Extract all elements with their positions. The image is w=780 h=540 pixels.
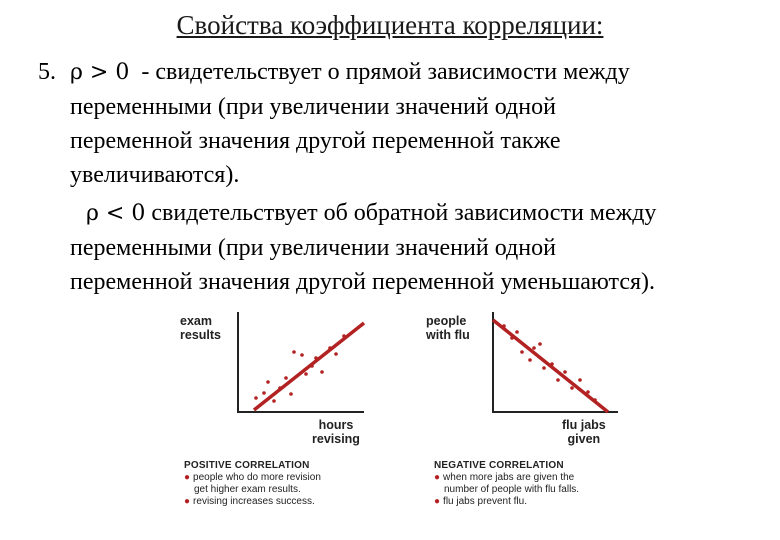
data-point — [334, 352, 338, 356]
positive-correlation-figure — [176, 308, 386, 533]
data-point — [292, 350, 296, 354]
data-point — [289, 392, 293, 396]
rho-negative-symbol: ρ < 0 — [86, 201, 146, 226]
data-point — [578, 378, 582, 382]
data-point — [502, 324, 506, 328]
data-point — [550, 362, 554, 366]
paragraph-line: увеличиваются). — [70, 162, 240, 188]
data-point — [304, 372, 308, 376]
caption-line: get higher exam results. — [194, 484, 301, 495]
x-axis-label: hours revising — [312, 418, 360, 446]
caption-line: ● flu jabs prevent flu. — [434, 496, 527, 507]
data-points — [254, 334, 346, 403]
data-point — [284, 376, 288, 380]
caption-title: POSITIVE CORRELATION — [184, 460, 310, 471]
positive-correlation-paragraph — [38, 55, 768, 192]
data-point — [342, 334, 346, 338]
paragraph-line — [38, 55, 768, 90]
data-point — [262, 391, 266, 395]
data-point — [532, 346, 536, 350]
data-point — [593, 398, 597, 402]
bullet-icon: ● — [434, 496, 441, 507]
paragraph-line: переменной значения другой переменной уменьшаются). — [70, 269, 656, 295]
data-point — [278, 386, 282, 390]
trend-line — [493, 320, 608, 412]
y-axis-label: people with flu — [426, 314, 470, 342]
data-point — [314, 356, 318, 360]
data-point — [310, 364, 314, 368]
paragraph-text: - свидетельствует о прямой зависимости между — [141, 59, 630, 85]
bullet-icon: ● — [184, 496, 191, 507]
y-axis-label: exam results — [180, 314, 221, 342]
data-point — [563, 370, 567, 374]
negative-caption — [434, 460, 579, 508]
caption-line: ● revising increases success. — [184, 496, 315, 507]
data-point — [528, 358, 532, 362]
paragraph-text: свидетельствует об обратной зависимости между — [151, 200, 657, 226]
negative-correlation-figure — [420, 308, 645, 533]
slide-title: Свойства коэффициента корреляции: — [176, 10, 604, 40]
data-point — [515, 330, 519, 334]
data-point — [586, 390, 590, 394]
negative-correlation-paragraph — [38, 196, 768, 299]
bullet-icon: ● — [184, 472, 191, 483]
data-point — [328, 346, 332, 350]
data-point — [510, 336, 514, 340]
data-point — [542, 366, 546, 370]
positive-caption — [184, 460, 321, 508]
x-axis-label: flu jabs given — [562, 418, 606, 446]
item-number: 5. — [38, 59, 56, 85]
paragraph-line: переменными (при увеличении значений одной — [70, 94, 556, 120]
data-point — [538, 342, 542, 346]
caption-line: ● people who do more revision — [184, 472, 321, 483]
data-point — [556, 378, 560, 382]
data-point — [272, 399, 276, 403]
data-point — [520, 350, 524, 354]
data-point — [266, 380, 270, 384]
trend-line — [254, 323, 364, 410]
plot-axes — [493, 312, 618, 412]
data-point — [570, 386, 574, 390]
caption-title: NEGATIVE CORRELATION — [434, 460, 564, 471]
caption-line: number of people with flu falls. — [444, 484, 580, 495]
rho-positive-symbol: ρ > 0 — [70, 60, 130, 85]
paragraph-line: переменными (при увеличении значений одной — [70, 235, 556, 261]
data-point — [300, 353, 304, 357]
data-point — [320, 370, 324, 374]
data-point — [254, 396, 258, 400]
paragraph-line: переменной значения другой переменной также — [70, 128, 561, 154]
bullet-icon: ● — [434, 472, 441, 483]
paragraph-line — [38, 196, 768, 231]
caption-line: ● when more jabs are given the — [434, 472, 575, 483]
